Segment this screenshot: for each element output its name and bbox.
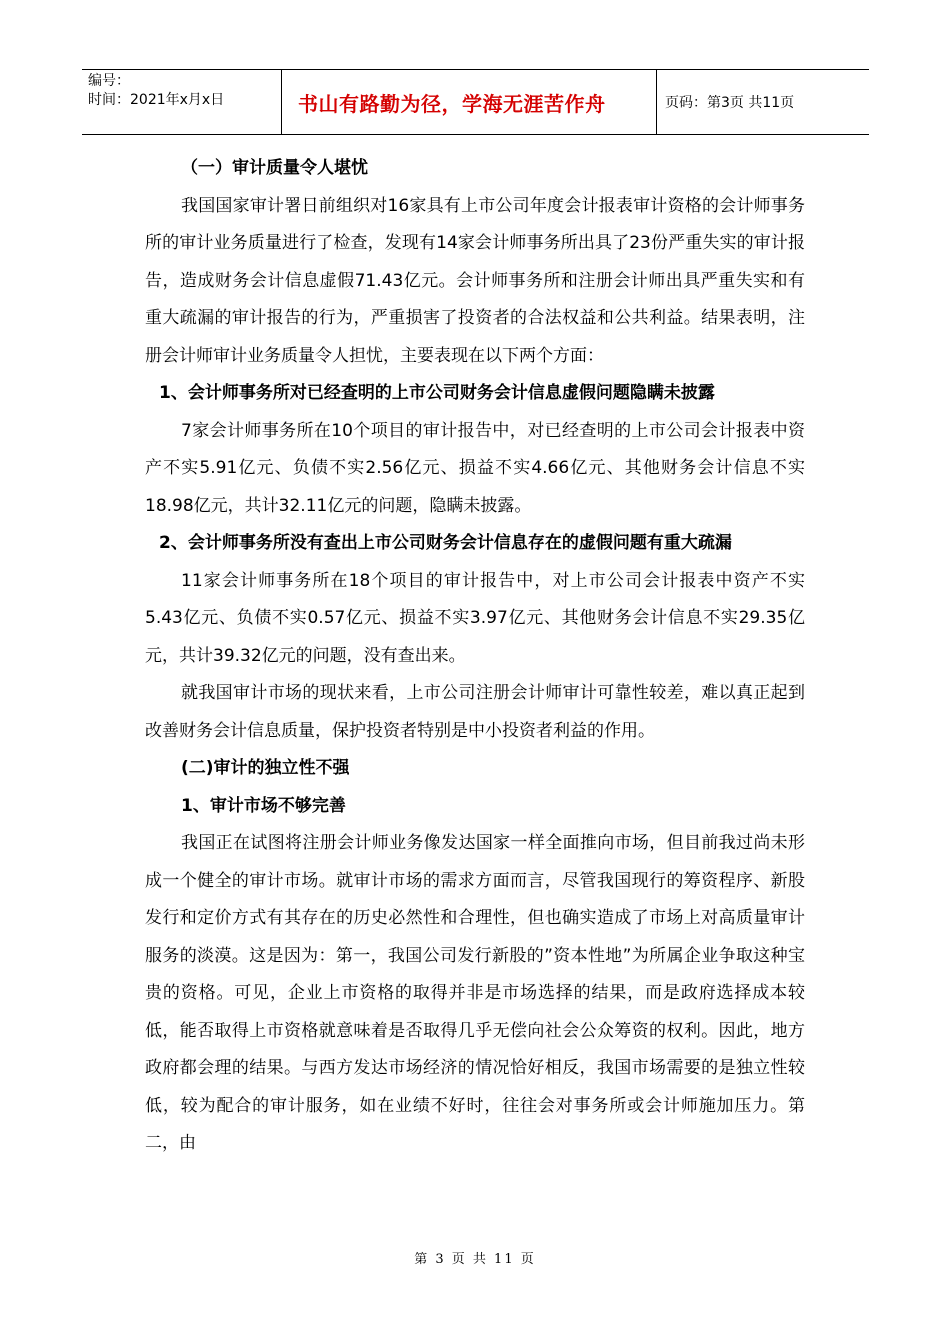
subsection-heading: 1、会计师事务所对已经查明的上市公司财务会计信息虚假问题隐瞒未披露 <box>159 383 715 403</box>
paragraph: 就我国审计市场的现状来看，上市公司注册会计师审计可靠性较差，难以真正起到改善财务会计信息质量，保护投资者特别是中小投资者利益的作用。 <box>145 683 805 741</box>
page-header <box>82 69 869 135</box>
paragraph: 7家会计师事务所在10个项目的审计报告中，对已经查明的上市公司会计报表中资产不实5.91亿元、负债不实2.56亿元、损益不实4.66亿元、其他财务会计信息不实18.98亿元，共计32.11亿元的问题，隐瞒未披露。 <box>145 420 805 516</box>
paragraph: 11家会计师事务所在18个项目的审计报告中，对上市公司会计报表中资产不实5.43亿元、负债不实0.57亿元、损益不实3.97亿元、其他财务会计信息不实29.35亿元，共计39.32亿元的问题，没有查出来。 <box>145 570 805 666</box>
document-body <box>145 150 805 1163</box>
header-meta <box>82 70 282 134</box>
document-date: 时间：2021年x月x日 <box>88 92 225 108</box>
page-footer: 第 3 页 共 11 页 <box>414 1252 536 1267</box>
paragraph: 我国国家审计署日前组织对16家具有上市公司年度会计报表审计资格的会计师事务所的审计业务质量进行了检查，发现有14家会计师事务所出具了23份严重失实的审计报告，造成财务会计信息虚假71.43亿元。会计师事务所和注册会计师出具严重失实和有重大疏漏的审计报告的行为，严重损害了投资者的合法权益和公共利益。结果表明，注册会计师审计业务质量令人担忧，主要表现在以下两个方面： <box>145 195 805 366</box>
section-heading-2: (二)审计的独立性不强 <box>181 758 350 778</box>
header-page-info: 页码：第3页 共11页 <box>665 95 795 111</box>
document-number-label: 编号： <box>88 73 130 89</box>
subsection-heading: 2、会计师事务所没有查出上市公司财务会计信息存在的虚假问题有重大疏漏 <box>159 533 732 553</box>
paragraph: 我国正在试图将注册会计师业务像发达国家一样全面推向市场，但目前我过尚未形成一个健全的审计市场。就审计市场的需求方面而言，尽管我国现行的筹资程序、新股发行和定价方式有其存在的历史必然性和合理性，但也确实造成了市场上对高质量审计服务的淡漠。这是因为：第一，我国公司发行新股的”资本性地”为所属企业争取这种宝贵的资格。可见，企业上市资格的取得并非是市场选择的结果，而是政府选择成本较低，能否取得上市资格就意味着是否取得几乎无偿向社会公众筹资的权利。因此，地方政府都会理的结果。与西方发达市场经济的情况恰好相反，我国市场需要的是独立性较低，较为配合的审计服务，如在业绩不好时，往往会对事务所或会计师施加压力。第二，由 <box>145 833 805 1153</box>
subsection-heading: 1、审计市场不够完善 <box>181 795 346 816</box>
header-motto: 书山有路勤为径，学海无涯苦作舟 <box>282 70 657 134</box>
section-heading-1: （一）审计质量令人堪忧 <box>181 158 368 178</box>
